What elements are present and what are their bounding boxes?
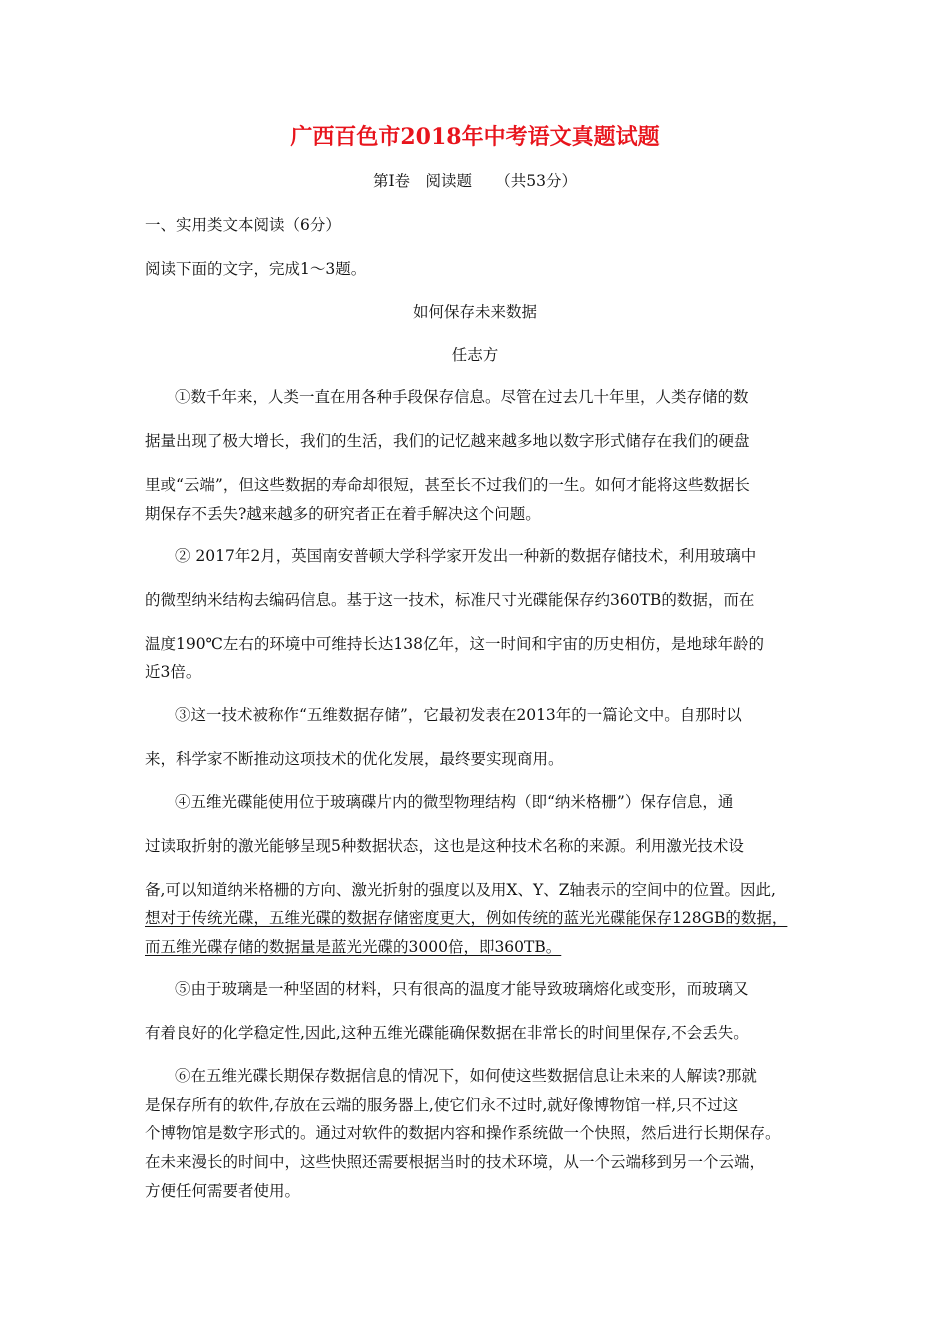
paragraph-line: 据量出现了极大增长，我们的生活，我们的记忆越来越多地以数字形式储存在我们的硬盘 <box>145 432 750 450</box>
underlined-paragraph-line: 想对于传统光碟，五维光碟的数据存储密度更大，例如传统的蓝光光碟能保存128GB的数据， <box>145 909 788 927</box>
paragraph-line: 来，科学家不断推动这项技术的优化发展，最终要实现商用。 <box>145 750 564 768</box>
paragraph-line: ①数千年来，人类一直在用各种手段保存信息。尽管在过去几十年里，人类存储的数 <box>175 388 749 406</box>
paragraph-line: 有着良好的化学稳定性,因此,这种五维光碟能确保数据在非常长的时间里保存,不会丢失。 <box>145 1024 749 1042</box>
article-title: 如何保存未来数据 <box>412 303 537 321</box>
paragraph-line: ④五维光碟能使用位于玻璃碟片内的微型物理结构（即“纳米格栅”）保存信息，通 <box>175 793 734 811</box>
paragraph-line: ⑥在五维光碟长期保存数据信息的情况下，如何使这些数据信息让未来的人解读?那就 <box>175 1067 757 1085</box>
paragraph-line: ⑤由于玻璃是一种坚固的材料，只有很高的温度才能导致玻璃熔化或变形，而玻璃又 <box>175 980 749 998</box>
section-heading: 一、实用类文本阅读（6分） <box>145 216 341 234</box>
article-author: 任志方 <box>451 346 499 364</box>
underlined-paragraph-line: 而五维光碟存储的数据量是蓝光光碟的3000倍，即360TB。 <box>145 938 562 956</box>
paragraph-line: 近3倍。 <box>145 663 202 681</box>
reading-instruction: 阅读下面的文字，完成1～3题。 <box>145 260 367 278</box>
paragraph-line: 的微型纳米结构去编码信息。基于这一技术，标准尺寸光碟能保存约360TB的数据，而在 <box>145 591 755 609</box>
paragraph-line: 是保存所有的软件,存放在云端的服务器上,使它们永不过时,就好像博物馆一样,只不过这 <box>145 1096 739 1114</box>
document-title: 广西百色市2018年中考语文真题试题 <box>290 124 660 150</box>
paragraph-line: 里或“云端”，但这些数据的寿命却很短，甚至长不过我们的一生。如何才能将这些数据长 <box>145 476 750 494</box>
paragraph-line: ② 2017年2月，英国南安普顿大学科学家开发出一种新的数据存储技术，利用玻璃中 <box>175 547 757 565</box>
paragraph-line: ③这一技术被称作“五维数据存储”，它最初发表在2013年的一篇论文中。自那时以 <box>175 706 742 724</box>
paragraph-line: 方便任何需要者使用。 <box>145 1182 301 1200</box>
paragraph-line: 备,可以知道纳米格栅的方向、激光折射的强度以及用X、Y、Z轴表示的空间中的位置。因此, <box>145 881 776 899</box>
paragraph-line: 在未来漫长的时间中，这些快照还需要根据当时的技术环境，从一个云端移到另一个云端， <box>145 1153 766 1171</box>
volume-header: 第Ⅰ卷 阅读题 （共53分） <box>372 172 578 190</box>
paragraph-line: 温度190℃左右的环境中可维持长达138亿年，这一时间和宇宙的历史相仿，是地球年龄的 <box>145 635 765 653</box>
paragraph-line: 过读取折射的激光能够呈现5种数据状态，这也是这种技术名称的来源。利用激光技术设 <box>145 837 744 855</box>
paragraph-line: 期保存不丢失?越来越多的研究者正在着手解决这个问题。 <box>145 505 541 523</box>
paragraph-line: 个博物馆是数字形式的。通过对软件的数据内容和操作系统做一个快照，然后进行长期保存。 <box>145 1124 781 1142</box>
